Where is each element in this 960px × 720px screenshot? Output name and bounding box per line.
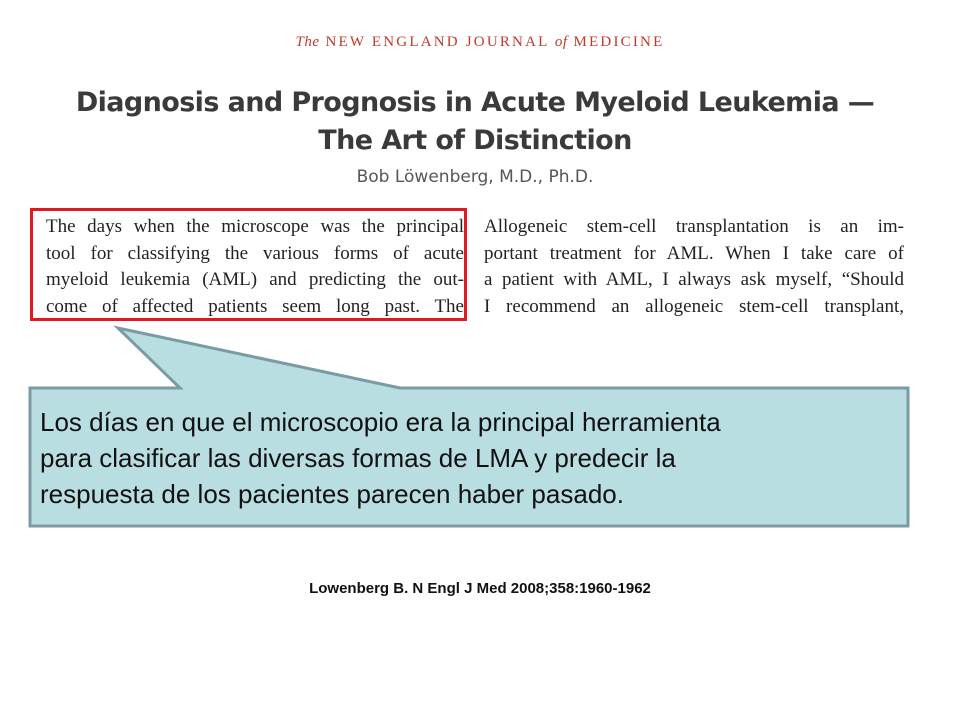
journal-prefix: The [295,34,320,50]
right-column-line: a patient with AML, I always ask myself, “Should [484,269,904,290]
article-title-line1: Diagnosis and Prognosis in Acute Myeloid Leukemia — [75,87,875,118]
left-column-line: The days when the microscope was the principal [46,216,464,237]
callout-line: para clasificar las diversas formas de LMA y predecir la [40,443,676,473]
journal-name-part1: NEW ENGLAND JOURNAL [325,34,549,50]
left-column-line: come of affected patients seem long past. The [46,295,464,317]
article-author: Bob Löwenberg, M.D., Ph.D. [356,167,594,187]
citation: Lowenberg B. N Engl J Med 2008;358:1960-1962 [309,580,651,597]
left-column-line: tool for classifying the various forms of acute [46,242,464,264]
article-title-line2: The Art of Distinction [318,125,632,156]
callout-line: Los días en que el microscopio era la principal herramienta [40,407,721,437]
journal-of: of [554,34,568,50]
right-column-line: Allogeneic stem-cell transplantation is an im- [484,216,904,237]
right-column-line: I recommend an allogeneic stem-cell transplant, [484,295,904,317]
callout-translation [40,404,902,512]
right-column-line: portant treatment for AML. When I take care of [484,242,904,264]
journal-name-part2: MEDICINE [573,34,665,50]
left-column-line: myeloid leukemia (AML) and predicting the out- [46,269,464,290]
callout-line: respuesta de los pacientes parecen haber pasado. [40,479,624,509]
